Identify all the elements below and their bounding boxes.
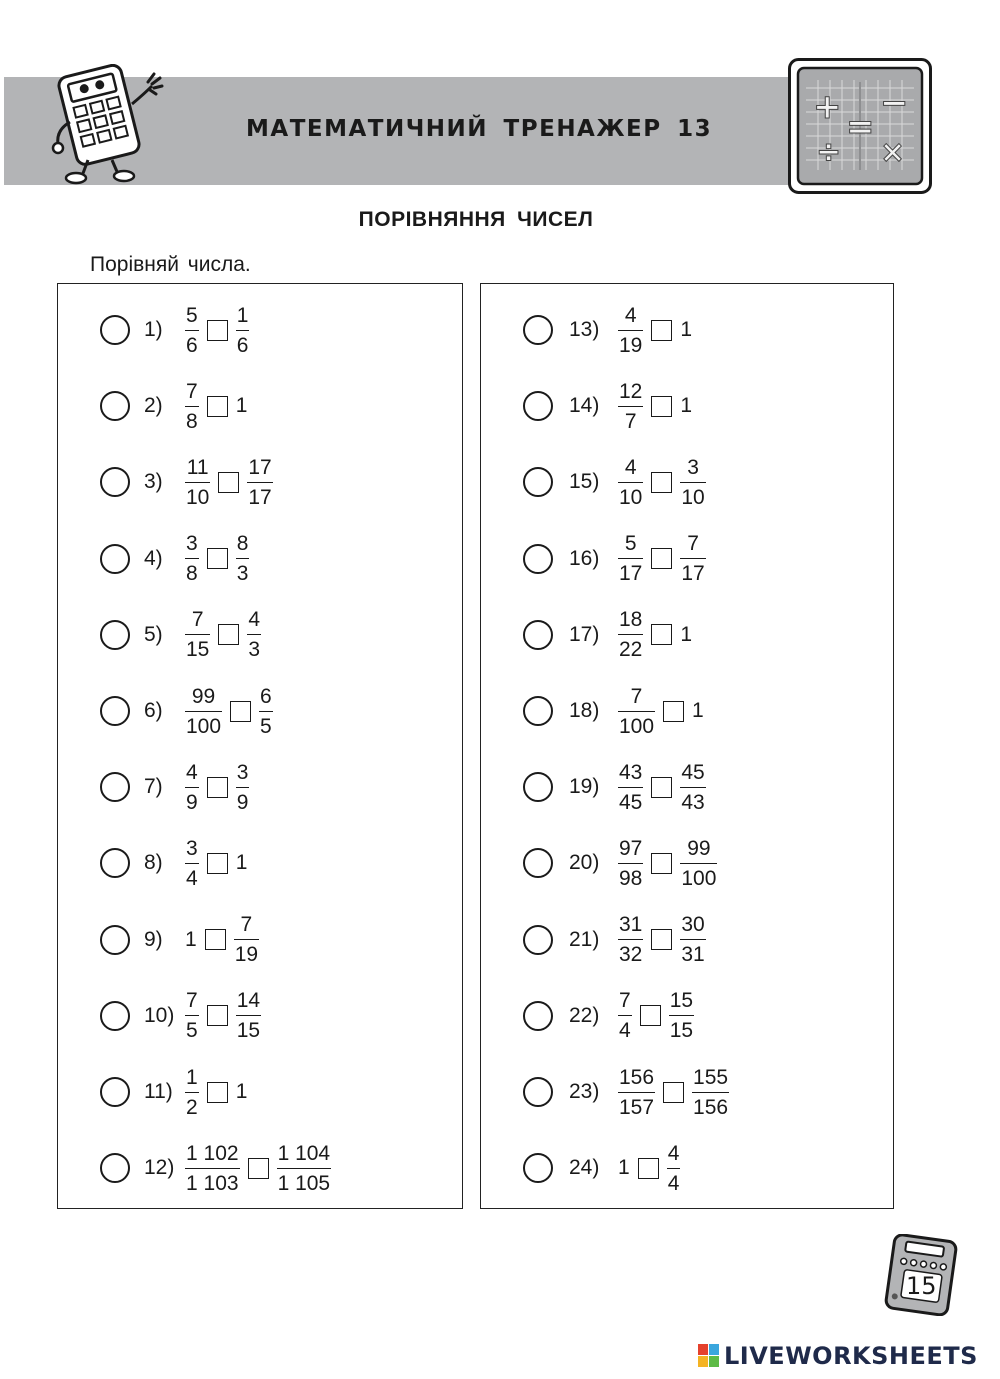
fraction xyxy=(234,914,259,965)
calculator-mascot-icon xyxy=(44,64,166,188)
answer-circle[interactable] xyxy=(100,391,130,421)
fraction-denominator: 31 xyxy=(681,943,705,967)
exercise-row xyxy=(58,605,462,665)
fraction-numerator: 1 xyxy=(236,305,250,331)
comparison-sign-box[interactable] xyxy=(248,1158,269,1179)
fraction-numerator: 7 xyxy=(618,686,655,712)
answer-circle[interactable] xyxy=(523,772,553,802)
watermark xyxy=(698,1342,978,1370)
comparison-sign-box[interactable] xyxy=(651,624,672,645)
exercise-row xyxy=(58,681,462,741)
whole-number: 1 xyxy=(680,318,693,341)
comparison-sign-box[interactable] xyxy=(651,320,672,341)
comparison-expression xyxy=(615,686,707,737)
fraction xyxy=(669,990,694,1041)
exercise-number: 3) xyxy=(144,470,163,494)
comparison-expression xyxy=(182,762,252,813)
exercise-number: 24) xyxy=(569,1156,600,1180)
comparison-sign-box[interactable] xyxy=(663,701,684,722)
fraction-denominator: 5 xyxy=(260,714,272,738)
whole-number: 1 xyxy=(692,699,704,722)
fraction-denominator: 100 xyxy=(186,714,222,738)
exercise-number: 15) xyxy=(569,470,600,494)
exercise-row xyxy=(481,986,893,1046)
answer-circle[interactable] xyxy=(100,620,130,650)
fraction xyxy=(680,914,705,965)
answer-circle[interactable] xyxy=(523,848,553,878)
plus-icon: + xyxy=(813,87,842,127)
fraction-numerator: 7 xyxy=(185,381,199,407)
comparison-sign-box[interactable] xyxy=(651,929,672,950)
answer-circle[interactable] xyxy=(523,391,553,421)
fraction xyxy=(692,1067,729,1118)
fraction-numerator: 4 xyxy=(185,762,199,788)
exercise-number: 18) xyxy=(569,699,600,722)
fraction-numerator: 3 xyxy=(236,762,250,788)
fraction-denominator: 19 xyxy=(619,333,643,357)
answer-circle[interactable] xyxy=(523,315,553,345)
fraction xyxy=(236,990,261,1041)
fraction xyxy=(185,457,210,508)
answer-circle[interactable] xyxy=(523,1153,553,1183)
fraction-denominator: 4 xyxy=(186,866,198,890)
exercise-number: 7) xyxy=(144,775,163,799)
fraction xyxy=(185,533,199,584)
comparison-expression xyxy=(615,609,695,660)
comparison-sign-box[interactable] xyxy=(207,320,228,341)
fraction-denominator: 45 xyxy=(619,790,643,814)
fraction-numerator: 3 xyxy=(185,533,199,559)
fraction xyxy=(236,762,250,813)
fraction-denominator: 32 xyxy=(619,943,643,967)
exercise-row xyxy=(58,376,462,436)
answer-circle[interactable] xyxy=(523,1001,553,1031)
whole-number: 1 xyxy=(185,927,197,951)
fraction xyxy=(618,838,643,889)
fraction-denominator: 17 xyxy=(248,485,272,509)
fraction-denominator: 100 xyxy=(681,866,717,890)
fraction-numerator: 4 xyxy=(618,457,643,483)
fraction-numerator: 31 xyxy=(618,914,643,940)
comparison-sign-box[interactable] xyxy=(207,853,228,874)
comparison-sign-box[interactable] xyxy=(638,1158,659,1179)
fraction-numerator: 4 xyxy=(667,1143,681,1169)
exercise-row xyxy=(58,452,462,512)
comparison-sign-box[interactable] xyxy=(651,472,672,493)
fraction-numerator: 7 xyxy=(185,609,210,635)
comparison-sign-box[interactable] xyxy=(207,777,228,798)
fraction-denominator: 4 xyxy=(667,1171,680,1195)
fraction-numerator: 7 xyxy=(185,990,199,1016)
answer-circle[interactable] xyxy=(100,1077,130,1107)
answer-circle[interactable] xyxy=(100,467,130,497)
fraction-numerator: 15 xyxy=(669,990,694,1016)
exercise-number: 5) xyxy=(144,622,163,646)
comparison-expression xyxy=(615,457,709,508)
exercise-row xyxy=(481,910,893,970)
comparison-expression xyxy=(182,381,250,432)
fraction-denominator: 1 103 xyxy=(186,1171,239,1195)
fraction-numerator: 3 xyxy=(680,457,705,483)
exercise-row xyxy=(58,1138,462,1198)
exercise-number: 14) xyxy=(569,394,600,418)
comparison-sign-box[interactable] xyxy=(207,396,228,417)
answer-circle[interactable] xyxy=(100,848,130,878)
fraction-numerator: 7 xyxy=(680,533,705,559)
comparison-sign-box[interactable] xyxy=(218,624,239,645)
fraction-denominator: 22 xyxy=(619,638,643,662)
fraction xyxy=(185,762,199,813)
fraction-denominator: 6 xyxy=(236,333,249,357)
exercise-row xyxy=(481,681,893,741)
exercise-number: 1) xyxy=(144,318,163,341)
page-title: МАТЕМАТИЧНИЙ ТРЕНАЖЕР 13 xyxy=(246,116,713,142)
fraction-numerator: 1 xyxy=(185,1067,199,1093)
fraction xyxy=(618,990,632,1041)
comparison-sign-box[interactable] xyxy=(651,777,672,798)
instruction-text: Порівняй числа. xyxy=(90,253,251,276)
exercise-row xyxy=(481,529,893,589)
minus-icon: − xyxy=(880,83,909,123)
comparison-sign-box[interactable] xyxy=(207,1082,228,1103)
comparison-expression xyxy=(182,457,276,508)
fraction xyxy=(618,305,643,356)
fraction xyxy=(247,609,261,660)
fraction xyxy=(277,1143,332,1194)
fraction-denominator: 10 xyxy=(619,485,643,509)
comparison-sign-box[interactable] xyxy=(651,396,672,417)
fraction-numerator: 7 xyxy=(618,990,632,1016)
exercise-number: 6) xyxy=(144,699,163,722)
fraction-numerator: 5 xyxy=(618,533,643,559)
exercise-number: 8) xyxy=(144,851,163,875)
fraction-denominator: 15 xyxy=(186,638,210,662)
whole-number: 1 xyxy=(680,394,693,418)
comparison-sign-box[interactable] xyxy=(640,1005,661,1026)
fraction-numerator: 6 xyxy=(259,686,273,712)
comparison-sign-box[interactable] xyxy=(207,548,228,569)
fraction-numerator: 3 xyxy=(185,838,199,864)
section-heading: ПОРІВНЯННЯ ЧИСЕЛ xyxy=(358,208,594,231)
exercise-row xyxy=(58,529,462,589)
exercise-row xyxy=(481,1062,893,1122)
fraction xyxy=(185,305,199,356)
fraction xyxy=(185,838,199,889)
answer-circle[interactable] xyxy=(523,925,553,955)
whole-number: 1 xyxy=(618,1156,630,1180)
whole-number: 1 xyxy=(235,851,248,875)
exercise-number: 10) xyxy=(144,1003,175,1027)
answer-circle[interactable] xyxy=(523,467,553,497)
fraction xyxy=(185,990,199,1041)
comparison-sign-box[interactable] xyxy=(205,929,226,950)
comparison-expression xyxy=(182,533,252,584)
exercise-number: 20) xyxy=(569,851,600,875)
answer-circle[interactable] xyxy=(523,696,553,726)
exercise-panel-left xyxy=(57,283,463,1209)
comparison-expression xyxy=(615,838,720,889)
comparison-sign-box[interactable] xyxy=(651,853,672,874)
fraction-numerator: 7 xyxy=(234,914,259,940)
exercise-number: 4) xyxy=(144,546,163,570)
exercise-number: 16) xyxy=(569,546,600,570)
exercise-number: 23) xyxy=(569,1080,600,1103)
exercise-row xyxy=(58,910,462,970)
fraction xyxy=(680,457,705,508)
comparison-expression xyxy=(182,686,276,737)
answer-circle[interactable] xyxy=(100,696,130,726)
math-operations-badge-icon xyxy=(788,58,932,194)
fraction-denominator: 4 xyxy=(619,1019,631,1043)
fraction xyxy=(618,1067,655,1118)
multiply-icon: × xyxy=(880,135,906,170)
exercise-panel-right xyxy=(480,283,894,1209)
fraction-denominator: 19 xyxy=(234,943,259,967)
fraction xyxy=(618,381,643,432)
fraction xyxy=(185,1143,240,1194)
fraction-numerator: 18 xyxy=(618,609,643,635)
answer-circle[interactable] xyxy=(523,1077,553,1107)
fraction xyxy=(185,381,199,432)
exercise-number: 12) xyxy=(144,1156,175,1180)
comparison-expression xyxy=(615,305,695,356)
page-number: 15 xyxy=(906,1272,937,1300)
fraction-denominator: 9 xyxy=(236,790,249,814)
comparison-sign-box[interactable] xyxy=(218,472,239,493)
comparison-expression xyxy=(615,990,697,1041)
exercise-row xyxy=(481,833,893,893)
fraction xyxy=(618,609,643,660)
comparison-expression xyxy=(182,1143,334,1194)
fraction-denominator: 10 xyxy=(186,485,210,509)
fraction-numerator: 4 xyxy=(247,609,261,635)
comparison-expression xyxy=(615,533,709,584)
comparison-expression xyxy=(615,914,709,965)
exercise-number: 9) xyxy=(144,927,163,951)
fraction-numerator: 4 xyxy=(618,305,643,331)
comparison-expression xyxy=(182,305,252,356)
fraction-numerator: 43 xyxy=(618,762,643,788)
exercise-number: 22) xyxy=(569,1003,600,1027)
fraction-denominator: 17 xyxy=(681,562,705,586)
answer-circle[interactable] xyxy=(523,620,553,650)
fraction-numerator: 5 xyxy=(185,305,199,331)
fraction-denominator: 98 xyxy=(619,866,643,890)
answer-circle[interactable] xyxy=(100,772,130,802)
fraction-numerator: 1 104 xyxy=(277,1143,332,1169)
comparison-expression xyxy=(615,762,709,813)
fraction xyxy=(185,686,222,737)
fraction xyxy=(236,533,250,584)
fraction-denominator: 6 xyxy=(186,333,198,357)
whole-number: 1 xyxy=(235,394,248,418)
exercise-row xyxy=(481,452,893,512)
fraction-denominator: 1 105 xyxy=(277,1171,331,1195)
comparison-sign-box[interactable] xyxy=(207,1005,228,1026)
fraction xyxy=(618,686,655,737)
comparison-expression xyxy=(182,914,262,965)
comparison-expression xyxy=(615,381,695,432)
exercise-row xyxy=(481,1138,893,1198)
answer-circle[interactable] xyxy=(100,1153,130,1183)
exercise-row xyxy=(481,605,893,665)
fraction-denominator: 10 xyxy=(681,485,705,509)
answer-circle[interactable] xyxy=(100,544,130,574)
exercise-number: 13) xyxy=(569,318,600,341)
fraction-denominator: 15 xyxy=(669,1019,694,1043)
fraction-numerator: 1 102 xyxy=(185,1143,240,1169)
fraction xyxy=(618,762,643,813)
fraction-numerator: 45 xyxy=(680,762,705,788)
fraction-numerator: 155 xyxy=(692,1067,729,1093)
comparison-expression xyxy=(615,1143,683,1194)
whole-number: 1 xyxy=(680,622,693,646)
exercise-number: 17) xyxy=(569,622,600,646)
fraction-denominator: 5 xyxy=(186,1019,198,1043)
exercise-number: 11) xyxy=(144,1080,173,1103)
fraction-numerator: 156 xyxy=(618,1067,655,1093)
whole-number: 1 xyxy=(235,1080,248,1103)
fraction xyxy=(236,305,250,356)
fraction-denominator: 156 xyxy=(693,1095,729,1119)
comparison-sign-box[interactable] xyxy=(651,548,672,569)
fraction-numerator: 17 xyxy=(247,457,272,483)
fraction xyxy=(680,533,705,584)
exercise-number: 21) xyxy=(569,927,600,951)
exercise-row xyxy=(58,1062,462,1122)
answer-circle[interactable] xyxy=(100,925,130,955)
fraction-numerator: 97 xyxy=(618,838,643,864)
exercise-number: 2) xyxy=(144,394,163,418)
fraction-numerator: 8 xyxy=(236,533,250,559)
answer-circle[interactable] xyxy=(100,315,130,345)
comparison-sign-box[interactable] xyxy=(663,1082,684,1103)
fraction-denominator: 43 xyxy=(681,790,705,814)
fraction-denominator: 3 xyxy=(248,638,261,662)
exercise-number: 19) xyxy=(569,775,600,799)
fraction-denominator: 100 xyxy=(619,714,655,738)
comparison-sign-box[interactable] xyxy=(230,701,251,722)
exercise-row xyxy=(481,757,893,817)
fraction-denominator: 7 xyxy=(624,409,637,433)
exercise-row xyxy=(481,376,893,436)
fraction-numerator: 99 xyxy=(680,838,717,864)
exercise-row xyxy=(58,986,462,1046)
divide-icon: ÷ xyxy=(816,135,842,170)
fraction-numerator: 99 xyxy=(185,686,222,712)
exercise-row xyxy=(58,757,462,817)
comparison-expression xyxy=(182,609,264,660)
fraction xyxy=(259,686,273,737)
answer-circle[interactable] xyxy=(100,1001,130,1031)
fraction xyxy=(618,457,643,508)
fraction xyxy=(680,838,717,889)
fraction-denominator: 157 xyxy=(619,1095,655,1119)
fraction-numerator: 11 xyxy=(185,457,210,483)
fraction-numerator: 30 xyxy=(680,914,705,940)
fraction-denominator: 9 xyxy=(186,790,198,814)
comparison-expression xyxy=(182,1067,250,1118)
fraction-numerator: 14 xyxy=(236,990,261,1016)
fraction-denominator: 17 xyxy=(619,562,643,586)
answer-circle[interactable] xyxy=(523,544,553,574)
exercise-row xyxy=(58,833,462,893)
fraction-denominator: 8 xyxy=(186,409,198,433)
fraction-denominator: 3 xyxy=(236,562,249,586)
fraction xyxy=(185,1067,199,1118)
exercise-row xyxy=(58,300,462,360)
equals-icon: = xyxy=(846,107,875,147)
watermark-text: LIVEWORKSHEETS xyxy=(724,1342,978,1370)
comparison-expression xyxy=(182,990,264,1041)
fraction-denominator: 15 xyxy=(236,1019,261,1043)
fraction xyxy=(618,914,643,965)
fraction-denominator: 8 xyxy=(186,562,198,586)
fraction xyxy=(618,533,643,584)
liveworksheets-logo-icon xyxy=(698,1344,720,1368)
fraction-denominator: 2 xyxy=(186,1095,198,1119)
comparison-expression xyxy=(615,1067,732,1118)
fraction-numerator: 12 xyxy=(618,381,643,407)
exercise-row xyxy=(481,300,893,360)
fraction xyxy=(185,609,210,660)
fraction xyxy=(667,1143,681,1194)
comparison-expression xyxy=(182,838,250,889)
fraction xyxy=(680,762,705,813)
fraction xyxy=(247,457,272,508)
